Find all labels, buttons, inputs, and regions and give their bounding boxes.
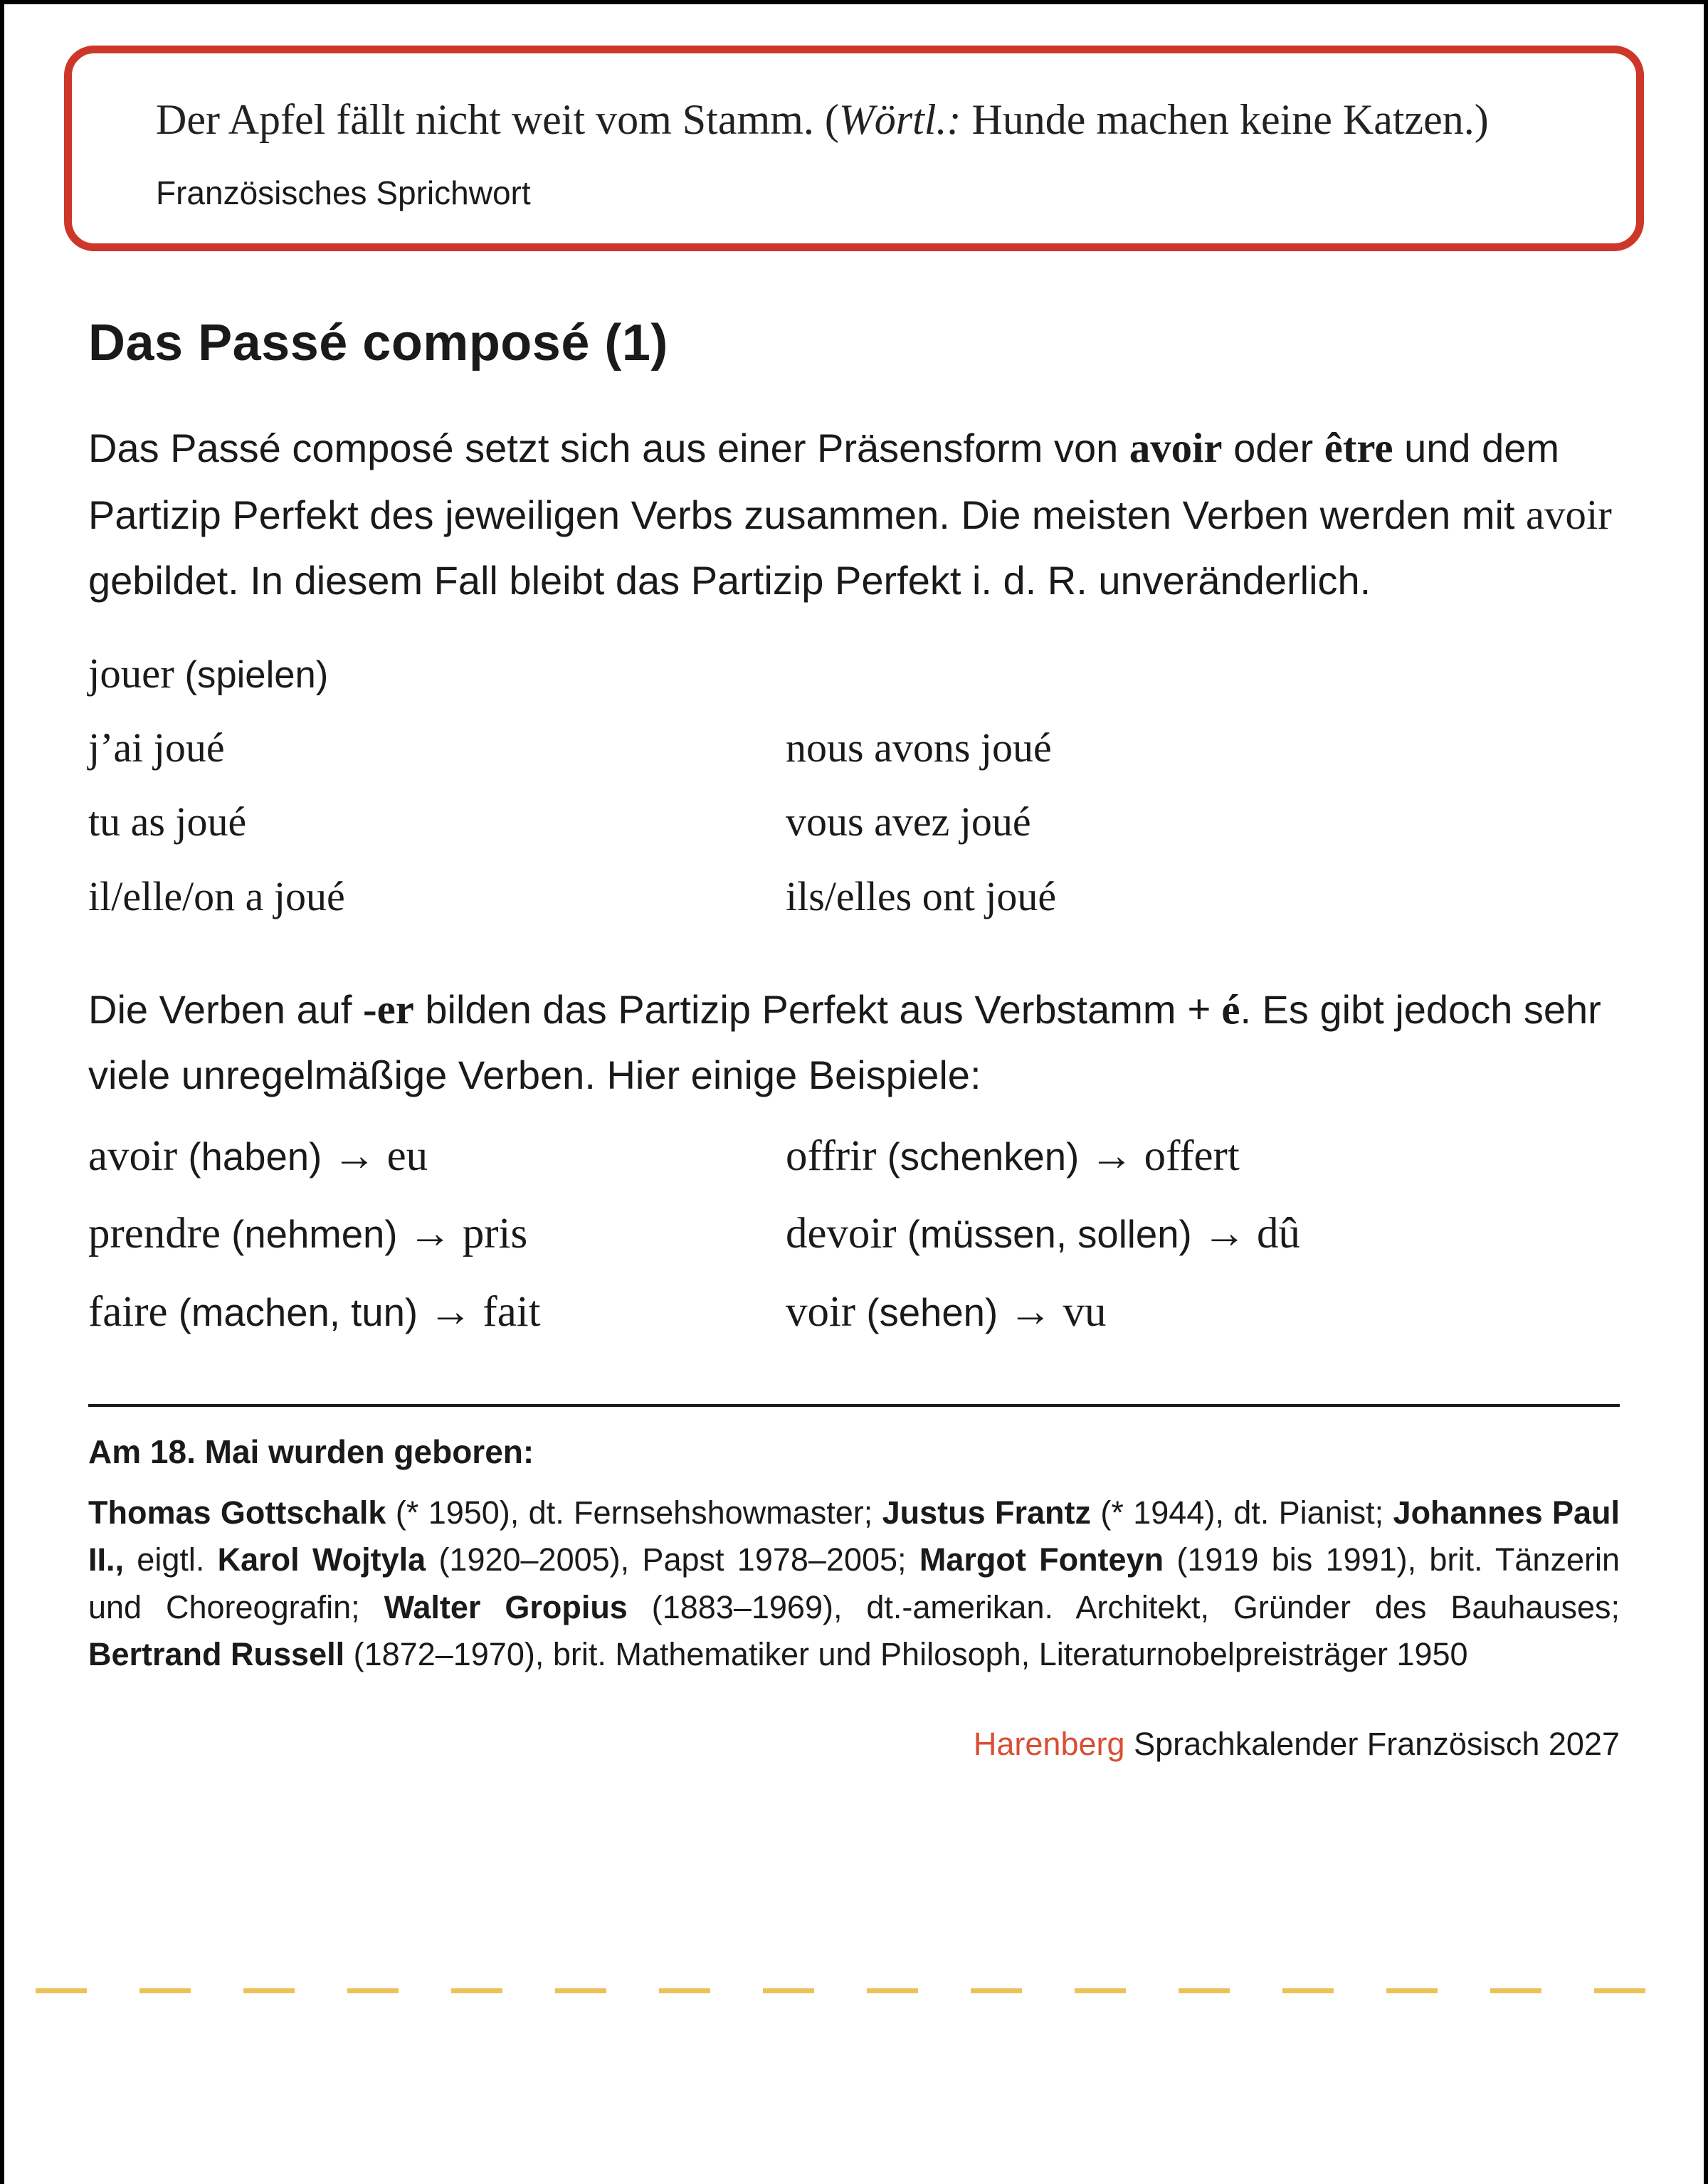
conjugation-table	[88, 711, 1620, 934]
conjugation-cell: j’ai joué	[88, 724, 225, 771]
participle-paragraph: Die Verben auf -er bilden das Partizip Perfekt aus Verbstamm + é. Es gibt jedoch sehr viele unregelmäßige Verben. Hier einige Beispiele:	[88, 986, 1601, 1098]
perforation-line	[36, 1988, 1672, 1993]
proverb-text: Der Apfel fällt nicht weit vom Stamm. (Wörtl.: Hunde machen keine Katzen.)	[156, 96, 1489, 143]
conjugation-cell: vous avez joué	[786, 798, 1031, 845]
section-divider	[88, 1404, 1620, 1407]
conjugation-cell: tu as joué	[88, 798, 247, 845]
participle-examples	[88, 1117, 1620, 1351]
conjugation-cell: nous avons joué	[786, 724, 1052, 771]
page-title: Das Passé composé (1)	[88, 314, 668, 371]
participle-cell: avoir (haben) → eu	[88, 1131, 428, 1180]
participle-cell: offrir (schenken) → offert	[786, 1131, 1240, 1180]
example-verb-line: jouer (spielen)	[88, 650, 329, 697]
intro-paragraph: Das Passé composé setzt sich aus einer Präsensform von avoir oder être und dem Partizip Perfekt des jeweiligen Verbs zusammen. Die meisten Verben werden mit avoir gebildet. In diesem Fall bleibt das Partizip Perfekt i. d. R. unveränderlich.	[88, 424, 1612, 603]
birthdays-paragraph: Thomas Gottschalk (* 1950), dt. Fernsehshowmaster; Justus Frantz (* 1944), dt. Pianist; Johannes Paul II., eigtl. Karol Wojtyla (1920–2005), Papst 1978–2005; Margot Fonteyn (1919 bis 1991), brit. Tänzerin und Choreografin; Walter Gropius (1883–1969), dt.-amerikan. Architekt, Gründer des Bauhauses; Bertrand Russell (1872–1970), brit. Mathematiker und Philosoph, Literaturnobelpreisträger 1950	[88, 1494, 1620, 1673]
birthdays-heading: Am 18. Mai wurden geboren:	[88, 1433, 534, 1470]
proverb-box	[64, 46, 1644, 251]
participle-cell: devoir (müssen, sollen) → dû	[786, 1210, 1300, 1258]
participle-cell: prendre (nehmen) → pris	[88, 1210, 528, 1258]
participle-cell: voir (sehen) → vu	[786, 1288, 1107, 1336]
conjugation-cell: il/elle/on a joué	[88, 872, 345, 919]
footer-title: Sprachkalender Französisch 2027	[1134, 1726, 1620, 1763]
footer	[88, 1726, 1620, 1763]
conjugation-cell: ils/elles ont joué	[786, 872, 1057, 919]
proverb-attribution: Französisches Sprichwort	[156, 174, 531, 211]
participle-cell: faire (machen, tun) → fait	[88, 1288, 541, 1336]
publisher-name: Harenberg	[973, 1726, 1125, 1763]
